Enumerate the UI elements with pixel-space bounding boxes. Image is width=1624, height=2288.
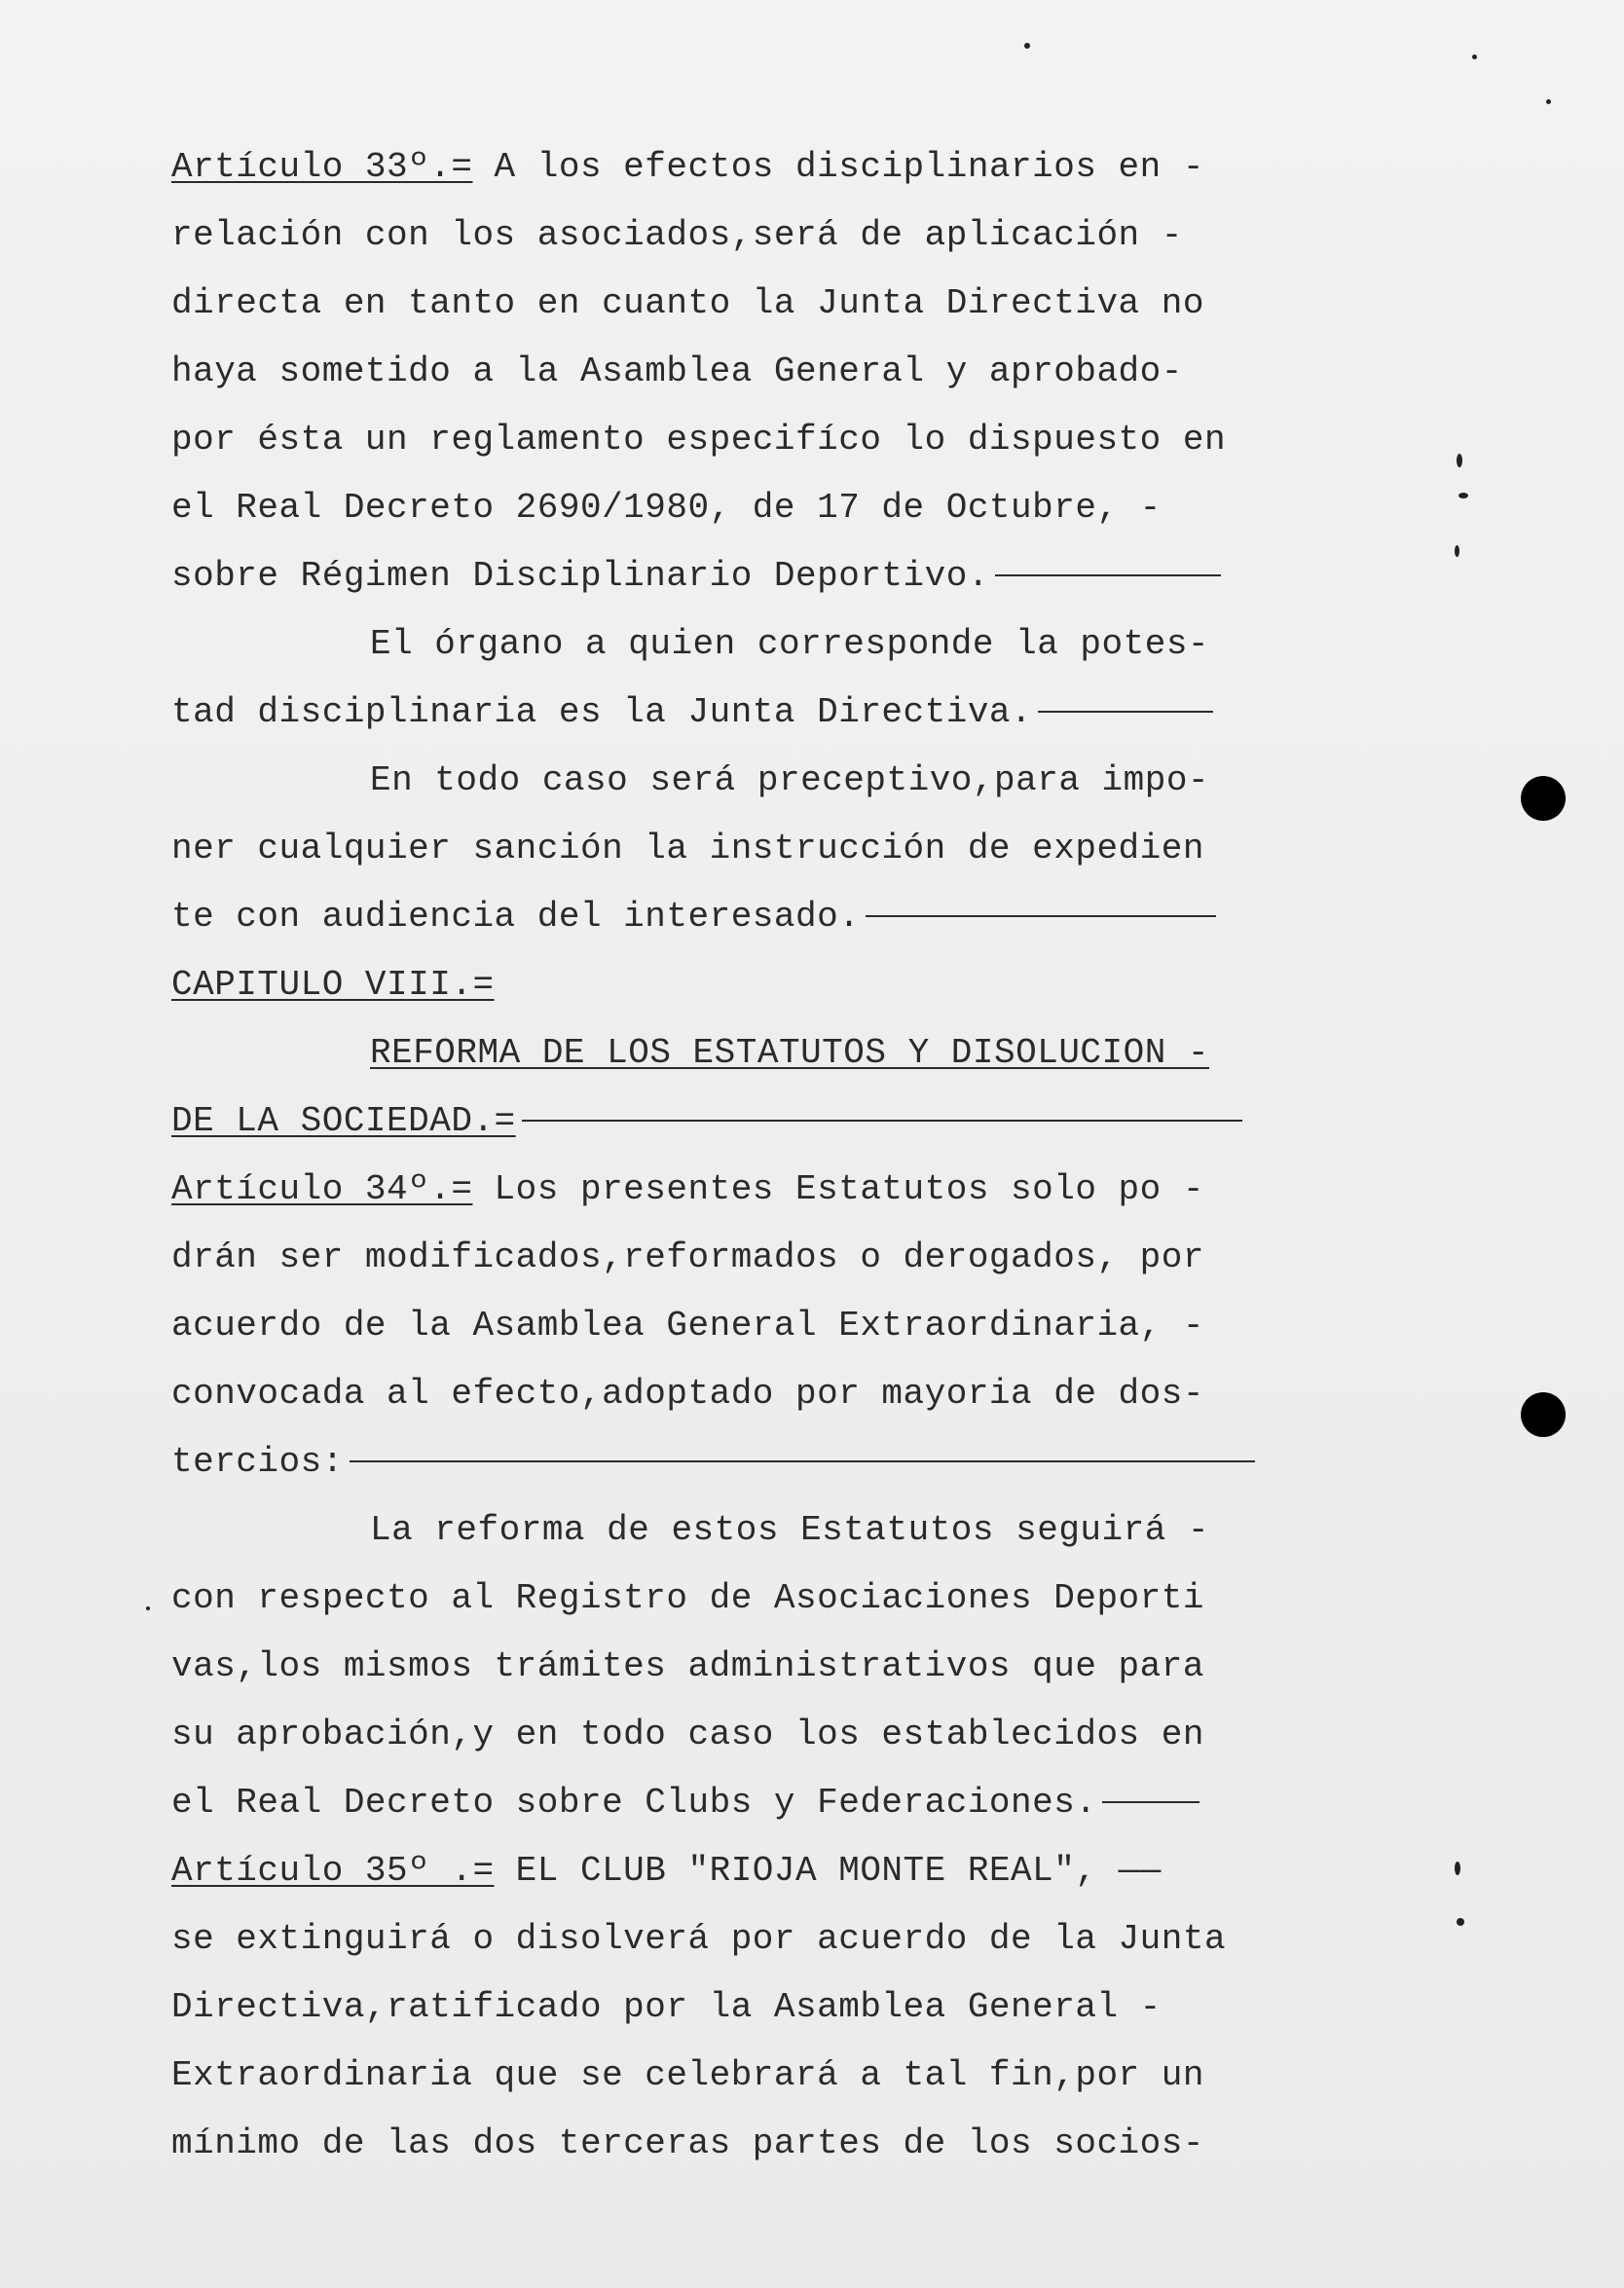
text-line-21: La reforma de estos Estatutos seguirá -	[370, 1510, 1210, 1550]
text-line-5: por ésta un reglamento especifíco lo dispuesto en	[171, 420, 1227, 460]
speck	[146, 1606, 150, 1610]
text-line-19: convocada al efecto,adoptado por mayoria de dos-	[171, 1374, 1204, 1414]
text-line-24: su aprobación,y en todo caso los establecidos en	[171, 1715, 1204, 1754]
text-line-29: Extraordinaria que se celebrará a tal fin,por un	[171, 2055, 1204, 2095]
punch-hole-top	[1521, 776, 1566, 821]
text-line-20: tercios:	[171, 1433, 1272, 1492]
fill-rule	[350, 1460, 1255, 1462]
text-line-23: vas,los mismos trámites administrativos que para	[171, 1646, 1204, 1686]
text-line-25: el Real Decreto sobre Clubs y Federaciones.	[171, 1774, 1272, 1832]
speck	[1472, 55, 1477, 59]
text-line-3: directa en tanto en cuanto la Junta Directiva no	[171, 283, 1204, 323]
text-line-16: Artículo 34º.= Los presentes Estatutos solo po -	[171, 1169, 1204, 1209]
article-34-heading: Artículo 34º.=	[171, 1169, 473, 1209]
margin-mark	[1455, 1862, 1460, 1875]
margin-mark	[1458, 493, 1468, 498]
text-line-10: En todo caso será preceptivo,para impo-	[370, 760, 1210, 800]
speck	[1024, 43, 1030, 49]
text-line-1: Artículo 33º.= A los efectos disciplinarios en -	[171, 147, 1204, 187]
text-line-2: relación con los asociados,será de aplicación -	[171, 215, 1183, 255]
text-line-7: sobre Régimen Disciplinario Deportivo.	[171, 547, 1272, 606]
article-35-heading: Artículo 35º .=	[171, 1851, 495, 1891]
fill-rule	[522, 1120, 1242, 1122]
fill-rule	[866, 915, 1216, 917]
margin-mark	[1457, 1918, 1464, 1926]
text-line-26: Artículo 35º .= EL CLUB "RIOJA MONTE REAL", ——	[171, 1851, 1162, 1891]
chapter-title-line-1: REFORMA DE LOS ESTATUTOS Y DISOLUCION -	[370, 1033, 1210, 1073]
article-33-heading: Artículo 33º.=	[171, 147, 473, 187]
text-line-12: te con audiencia del interesado.	[171, 888, 1272, 946]
chapter-title-line-2: DE LA SOCIEDAD.=	[171, 1092, 1272, 1151]
speck	[1546, 99, 1551, 104]
fill-rule	[1102, 1801, 1200, 1803]
text-line-18: acuerdo de la Asamblea General Extraordinaria, -	[171, 1306, 1204, 1346]
fill-rule	[1038, 711, 1213, 713]
text-line-27: se extinguirá o disolverá por acuerdo de la Junta	[171, 1919, 1227, 1959]
text-line-28: Directiva,ratificado por la Asamblea General -	[171, 1987, 1162, 2027]
margin-mark	[1455, 545, 1459, 557]
margin-mark	[1457, 454, 1462, 467]
text-line-6: el Real Decreto 2690/1980, de 17 de Octubre, -	[171, 488, 1162, 528]
chapter-heading: CAPITULO VIII.=	[171, 965, 495, 1005]
text-line-8: El órgano a quien corresponde la potes-	[370, 624, 1210, 664]
text-line-30: mínimo de las dos terceras partes de los socios-	[171, 2123, 1204, 2163]
text-line-9: tad disciplinaria es la Junta Directiva.	[171, 683, 1272, 742]
text-line-17: drán ser modificados,reformados o derogados, por	[171, 1237, 1204, 1277]
text-line-22: con respecto al Registro de Asociaciones Deporti	[171, 1578, 1204, 1618]
punch-hole-bottom	[1521, 1392, 1566, 1437]
text-line-11: ner cualquier sanción la instrucción de expedien	[171, 829, 1204, 868]
fill-rule	[995, 574, 1221, 576]
text-line-4: haya sometido a la Asamblea General y aprobado-	[171, 351, 1183, 391]
